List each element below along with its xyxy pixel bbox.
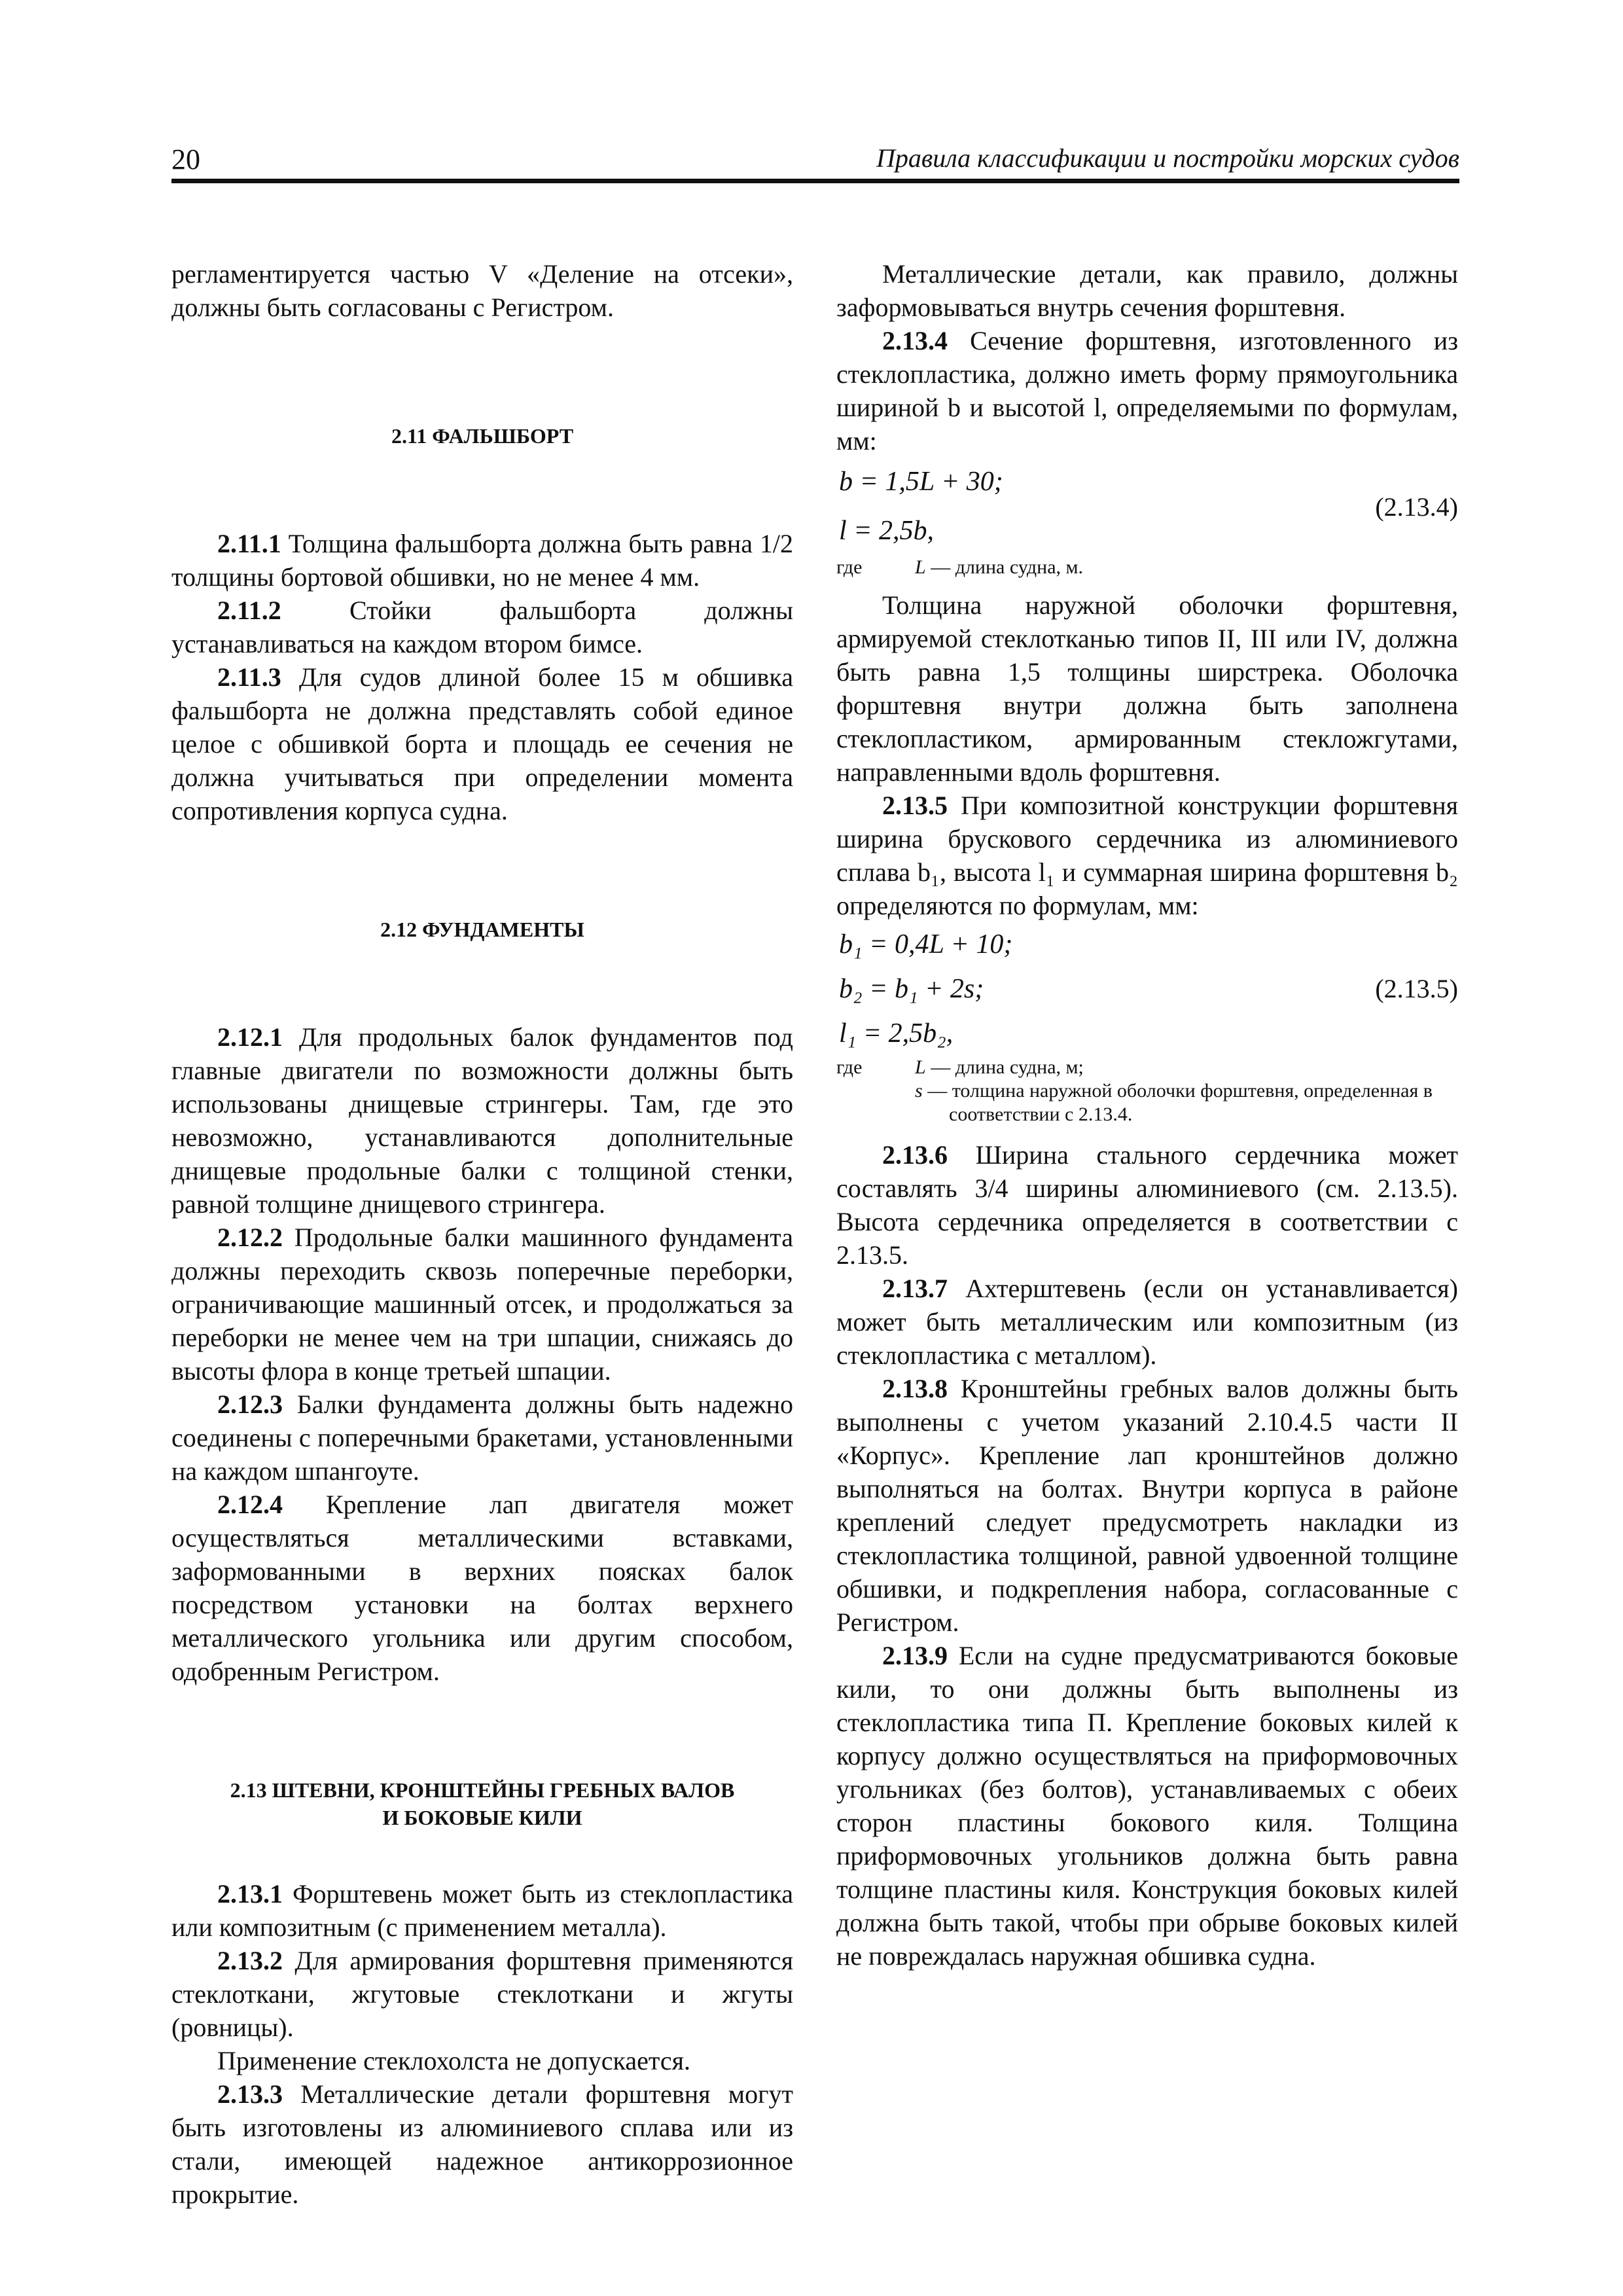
section-title-2-11: 2.11 ФАЛЬШБОРТ xyxy=(391,424,574,448)
paragraph-2-11-3 xyxy=(171,660,793,827)
paragraph-2-13-1 xyxy=(171,1877,793,1944)
formula-b xyxy=(836,457,1458,522)
where-label: где xyxy=(836,1056,863,1078)
equation-number-2-13-4: (2.13.4) xyxy=(1375,492,1458,522)
paragraph-2-13-5 xyxy=(836,789,1458,922)
symbol: L xyxy=(915,556,926,578)
paragraph-continuation: Металлические детали, как правило, должны заформовываться внутрь сечения форштевня. xyxy=(836,259,1458,322)
clause-text: Толщина фальшборта должна быть равна 1/2 толщины бортовой обшивки, но не менее 4 мм. xyxy=(171,529,793,592)
paragraph-2-13-4 xyxy=(836,324,1458,457)
paragraph-2-11-1 xyxy=(171,527,793,594)
section-title-line-2: И БОКОВЫЕ КИЛИ xyxy=(382,1806,582,1829)
paragraph-2-12-3 xyxy=(171,1388,793,1488)
formula-b1 xyxy=(836,922,1458,967)
paragraph-2-12-2 xyxy=(171,1221,793,1388)
section-title-line-1: 2.13 ШТЕВНИ, КРОНШТЕЙНЫ ГРЕБНЫХ ВАЛОВ xyxy=(230,1778,735,1802)
where-block-2 xyxy=(836,1056,1458,1126)
clause-text: Ахтерштевень (если он устанавливается) может быть металлическим или композитным (из стеклопластика с металлом). xyxy=(836,1274,1458,1370)
equation-number-2-13-5: (2.13.5) xyxy=(1375,974,1458,1003)
formula-l xyxy=(836,507,1458,556)
formula-b2 xyxy=(836,967,1458,1011)
clause-number: 2.12.1 xyxy=(217,1022,283,1052)
paragraph-2-13-9 xyxy=(836,1639,1458,1973)
formula-text: b₂ = b₁ + 2s; xyxy=(839,974,984,1004)
section-title-2-13 xyxy=(171,1776,793,1831)
paragraph-2-13-3 xyxy=(171,2077,793,2211)
clause-number: 2.13.1 xyxy=(217,1879,283,1909)
where-item-s xyxy=(836,1079,1458,1126)
clause-number: 2.13.3 xyxy=(217,2079,283,2109)
left-column xyxy=(171,257,793,2211)
where-block-1 xyxy=(836,556,1458,579)
clause-number: 2.13.6 xyxy=(882,1140,948,1170)
clause-number: 2.12.3 xyxy=(217,1390,283,1419)
formula-l1 xyxy=(836,1011,1458,1056)
clause-number: 2.11.1 xyxy=(217,529,281,558)
clause-text: Кронштейны гребных валов должны быть выполнены с учетом указаний 2.10.4.5 части II «Корпус». Крепление лап кронштейнов должно выполняться на болтах. Внутри корпуса в районе креплений следует предусмотреть накладки из стеклопластика толщиной, равной удвоенной толщине обшивки, и подкрепления набора, согласованные с Регистром. xyxy=(836,1374,1458,1637)
symbol-description: — длина судна, м; xyxy=(925,1056,1084,1078)
clause-text: Крепление лап двигателя может осуществляться металлическими вставками, заформованными в верхних поясках балок посредством установки на болтах верхнего металлического угольника или другим способом, одобренным Регистром. xyxy=(171,1490,793,1686)
where-label: где xyxy=(836,556,863,578)
intro-paragraph: регламентируется частью V «Деление на отсеки», должны быть согласованы с Регистром. xyxy=(171,259,793,322)
clause-text: Ширина стального сердечника может составлять 3/4 ширины алюминиевого (см. 2.13.5). Высота сердечника определяется в соответствии с 2.13.5. xyxy=(836,1140,1458,1270)
formula-text: l = 2,5b, xyxy=(839,516,935,546)
clause-text: Если на судне предусматриваются боковые кили, то они должны быть выполнены из стеклопластика типа П. Крепление боковых килей к корпусу должно осуществляться на приформовочных угольниках (без болтов), устанавливаемых с обеих сторон пластины бокового киля. Толщина приформовочных угольников должна быть равна толщине пластины киля. Конструкция боковых килей должна быть такой, чтобы при обрыве боковых килей не повреждалась наружная обшивка судна. xyxy=(836,1641,1458,1971)
paragraph-2-13-2 xyxy=(171,1944,793,2044)
page-number: 20 xyxy=(171,143,200,175)
clause-number: 2.13.4 xyxy=(882,326,948,355)
clause-text: Для судов длиной более 15 м обшивка фальшборта не должна представлять собой единое целое с обшивкой борта и площадь ее сечения не должна учитываться при определении момента сопротивления корпуса судна. xyxy=(171,662,793,825)
clause-number: 2.12.2 xyxy=(217,1223,283,1252)
clause-text: Для продольных балок фундаментов под главные двигатели по возможности должны быть использованы днищевые стрингеры. Там, где это невозможно, устанавливаются дополнительные днищевые продольные балки с толщиной стенки, равной толщине днищевого стрингера. xyxy=(171,1022,793,1219)
formula-text: b₁ = 0,4L + 10; xyxy=(839,929,1013,960)
paragraph-2-13-6 xyxy=(836,1138,1458,1272)
clause-number: 2.13.2 xyxy=(217,1946,283,1975)
clause-number: 2.13.8 xyxy=(882,1374,948,1403)
paragraph-2-13-7 xyxy=(836,1272,1458,1372)
clause-number: 2.13.9 xyxy=(882,1641,948,1670)
clause-text: При композитной конструкции форштевня ширина брускового сердечника из алюминиевого сплава b₁, высота l₁ и суммарная ширина форштевня b₂ определяются по формулам, мм: xyxy=(836,791,1458,920)
running-title: Правила классификации и постройки морских судов xyxy=(876,143,1459,173)
formula-text: b = 1,5L + 30; xyxy=(839,467,1003,497)
paragraph-2-13-8 xyxy=(836,1372,1458,1639)
clause-text: Стойки фальшборта должны устанавливаться на каждом втором бимсе. xyxy=(171,596,793,658)
clause-number: 2.12.4 xyxy=(217,1490,283,1519)
clause-text: Для армирования форштевня применяются стеклоткани, жгутовые стеклоткани и жгуты (ровницы). xyxy=(171,1946,793,2042)
symbol-description: — толщина наружной оболочки форштевня, определенная в соответствии с 2.13.4. xyxy=(922,1080,1433,1125)
header-rule xyxy=(171,179,1459,183)
paragraph-2-12-1 xyxy=(171,1020,793,1221)
symbol: L xyxy=(915,1056,926,1078)
where-item-L xyxy=(836,1056,1458,1079)
clause-text: Форштевень может быть из стеклопластика или композитным (с применением металла). xyxy=(171,1879,793,1942)
clause-number: 2.13.5 xyxy=(882,791,948,820)
clause-number: 2.13.7 xyxy=(882,1274,948,1303)
paragraph-2-11-2 xyxy=(171,594,793,660)
where-item-L xyxy=(836,556,1458,579)
clause-text: Балки фундамента должны быть надежно соединены с поперечными бракетами, установленными на каждом шпангоуте. xyxy=(171,1390,793,1486)
section-title-2-12: 2.12 ФУНДАМЕНТЫ xyxy=(380,918,584,941)
paragraph-2-13-4-cont: Толщина наружной оболочки форштевня, армируемой стеклотканью типов II, III или IV, должна быть равна 1,5 толщины ширстрека. Оболочка форштевня внутри должна быть заполнена стеклопластиком, армированным стекложгутами, направленными вдоль форштевня. xyxy=(836,590,1458,787)
formula-text: l₁ = 2,5b₂, xyxy=(839,1018,954,1049)
right-column xyxy=(836,257,1458,1973)
clause-text: Сечение форштевня, изготовленного из стеклопластика, должно иметь форму прямоугольника шириной b и высотой l, определяемыми по формулам, мм: xyxy=(836,326,1458,456)
symbol: s xyxy=(915,1080,923,1102)
clause-text: Продольные балки машинного фундамента должны переходить сквозь поперечные переборки, ограничивающие машинный отсек, и продолжаться за переборки не менее чем на три шпации, снижаясь до высоты флора в конце третьей шпации. xyxy=(171,1223,793,1386)
clause-number: 2.11.3 xyxy=(217,662,281,692)
symbol-description: — длина судна, м. xyxy=(925,556,1083,578)
paragraph-2-13-2-note: Применение стеклохолста не допускается. xyxy=(217,2046,690,2075)
paragraph-2-12-4 xyxy=(171,1488,793,1688)
clause-number: 2.11.2 xyxy=(217,596,281,625)
clause-text: Металлические детали форштевня могут быть изготовлены из алюминиевого сплава или из стали, имеющей надежное антикоррозионное прокрытие. xyxy=(171,2079,793,2209)
